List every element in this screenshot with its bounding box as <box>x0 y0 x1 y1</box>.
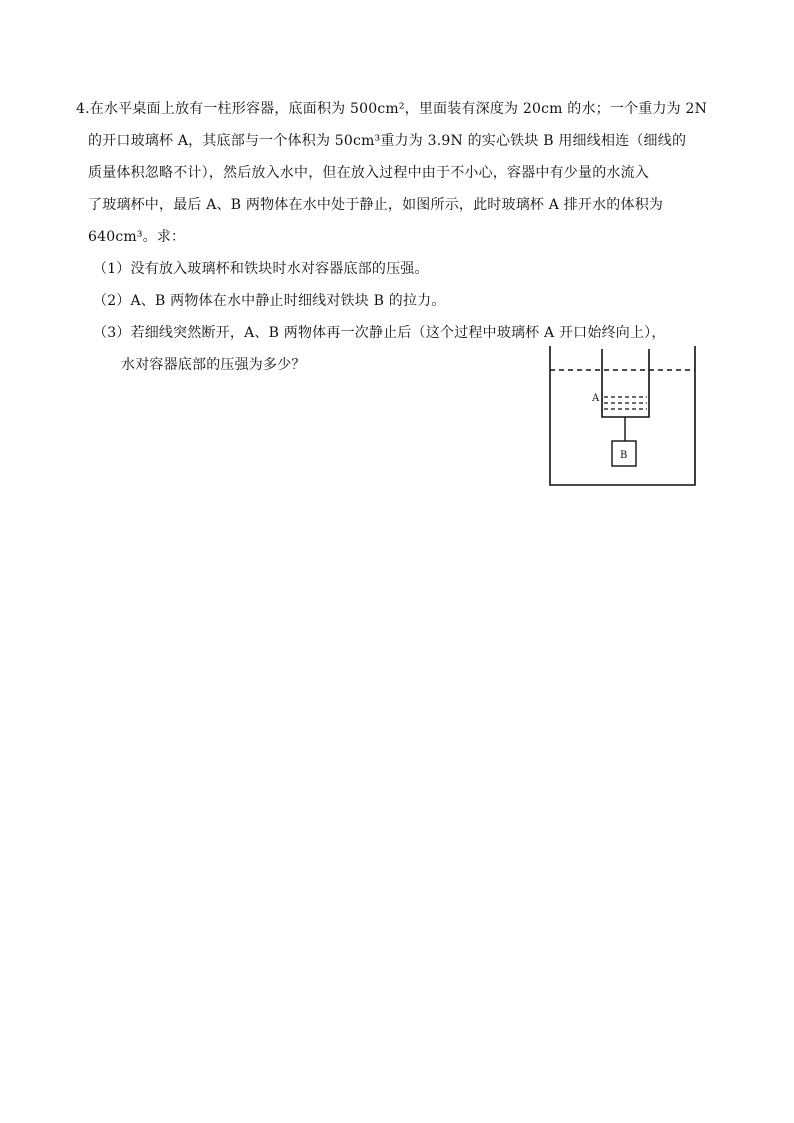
sub-question-3-continued: 水对容器底部的压强为多少？ <box>121 357 306 373</box>
sub-question-1: （1）没有放入玻璃杯和铁块时水对容器底部的压强。 <box>93 261 429 277</box>
problem-line-4: 了玻璃杯中，最后 A、B 两物体在水中处于静止，如图所示，此时玻璃杯 A 排开水的体积为 <box>88 197 664 213</box>
problem-line-3: 质量体积忽略不计），然后放入水中，但在放入过程中由于不小心，容器中有少量的水流入 <box>88 165 649 181</box>
container-diagram <box>545 342 701 490</box>
problem-line-2: 的开口玻璃杯 A，其底部与一个体积为 50cm³重力为 3.9N 的实心铁块 B 用细线相连（细线的 <box>88 133 687 149</box>
label-b: B <box>620 450 628 461</box>
glass-cup-a <box>602 349 649 417</box>
problem-line-1: 4.在水平桌面上放有一柱形容器，底面积为 500cm²，里面装有深度为 20cm 的水；一个重力为 2N <box>76 101 708 117</box>
problem-line-5: 640cm³。求： <box>88 229 186 245</box>
label-a: A <box>592 393 600 404</box>
container-diagram-svg <box>545 342 701 490</box>
sub-question-2: （2）A、B 两物体在水中静止时细线对铁块 B 的拉力。 <box>93 293 446 309</box>
sub-question-3: （3）若细线突然断开，A、B 两物体再一次静止后（这个过程中玻璃杯 A 开口始终向上）， <box>93 325 666 341</box>
